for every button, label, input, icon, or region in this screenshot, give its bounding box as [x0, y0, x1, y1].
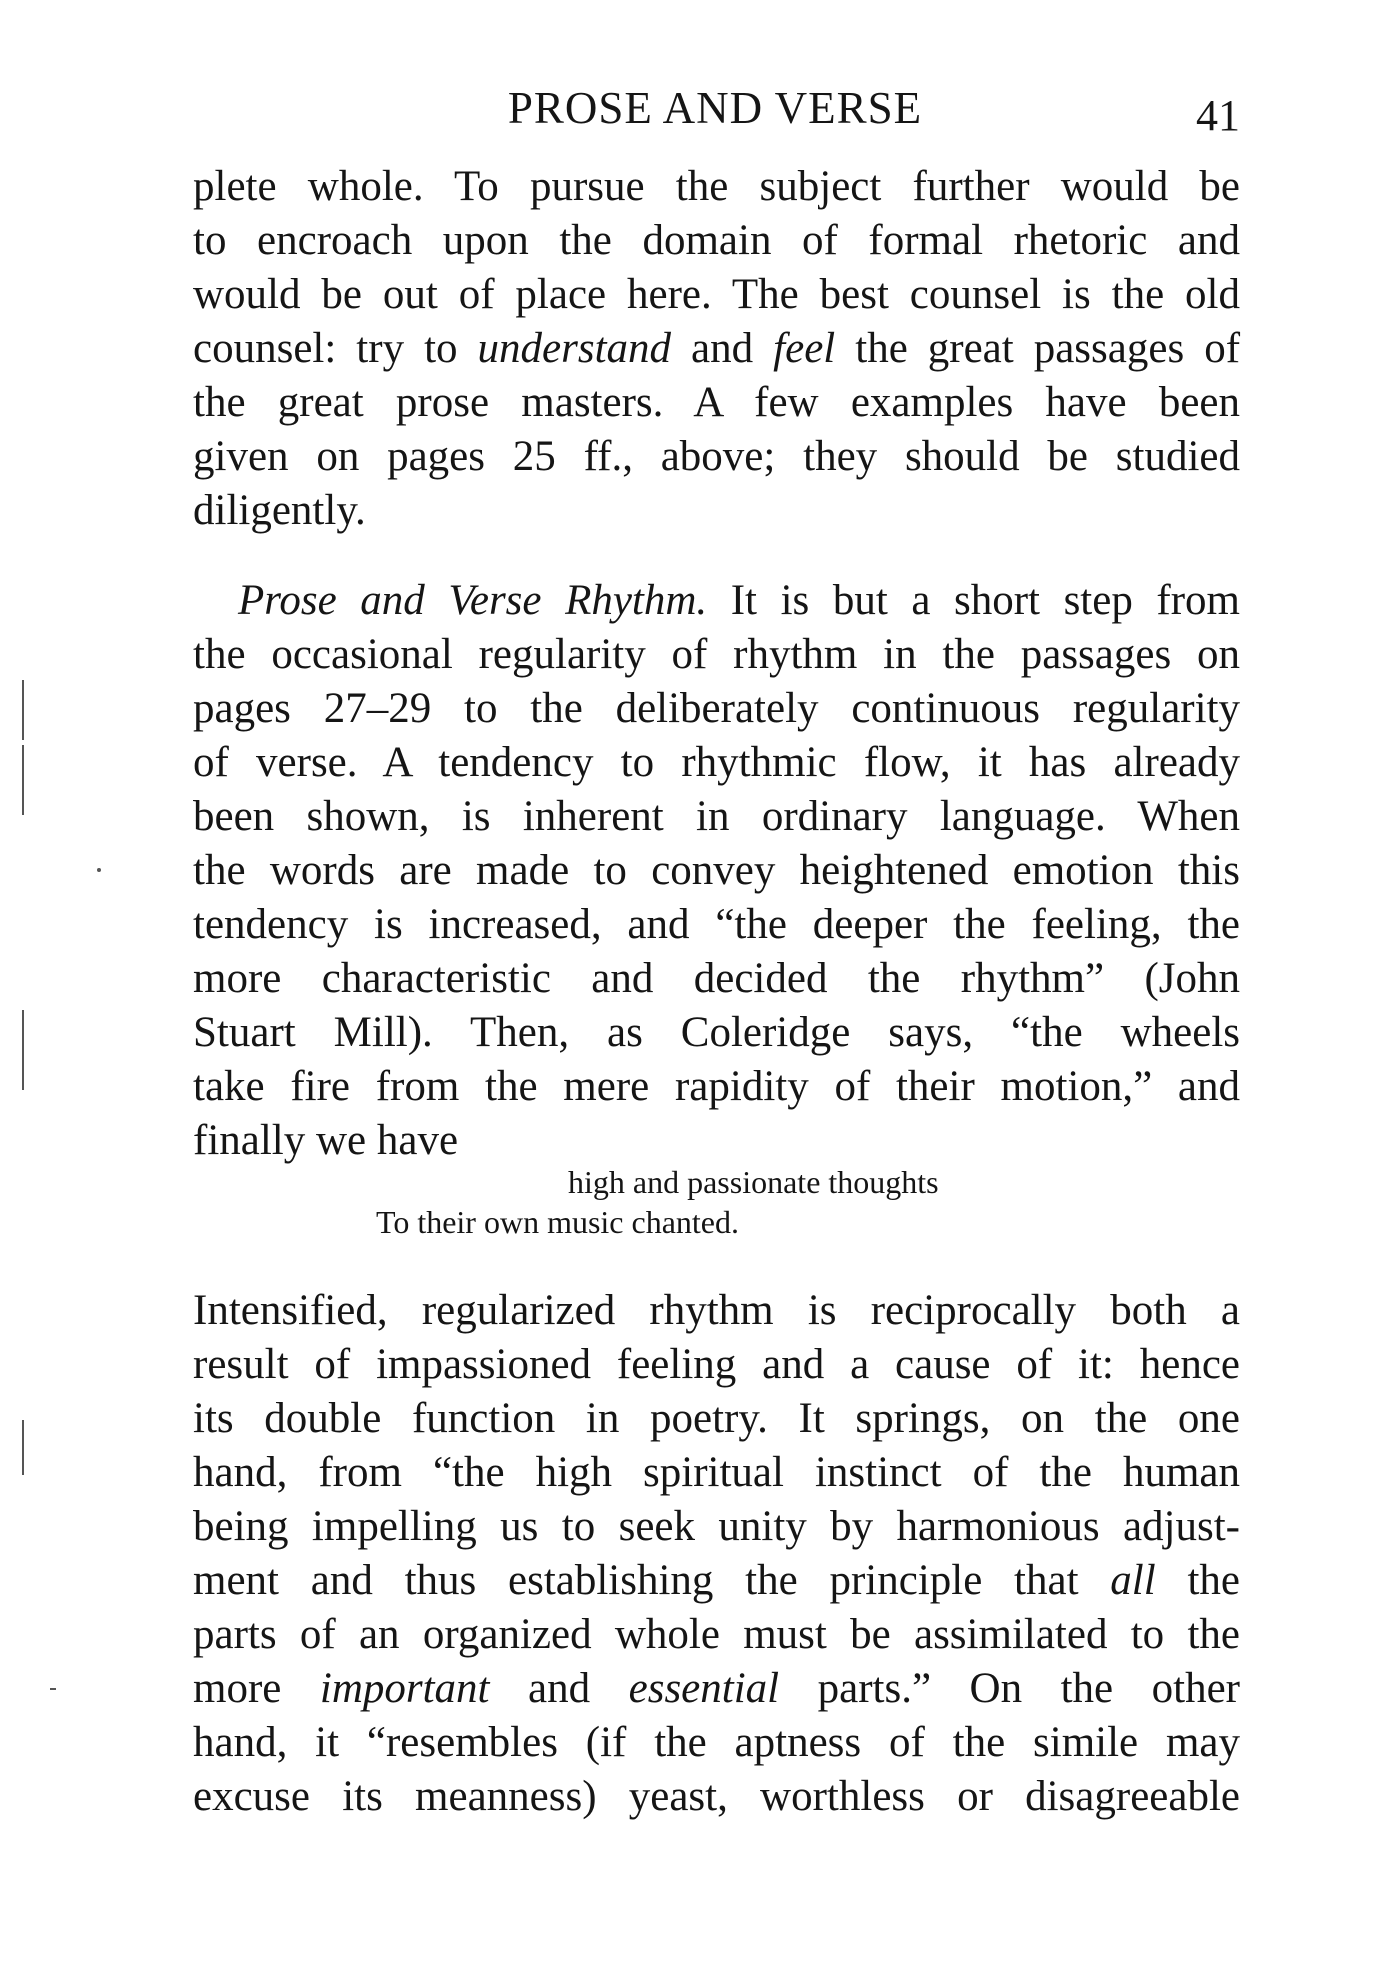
- text-run: and: [671, 325, 774, 372]
- text-line: diligently.: [193, 487, 366, 534]
- text-line: Stuart Mill). Then, as Coleridge says, “the wheels: [193, 1009, 1240, 1056]
- text-line: been shown, is inherent in ordinary language. When: [193, 793, 1240, 840]
- paragraph-1: [193, 160, 1240, 538]
- text-line-mixed: [193, 322, 1240, 376]
- text-run: counsel: try to: [193, 325, 478, 372]
- text-line: hand, from “the high spiritual instinct of the human: [193, 1449, 1240, 1496]
- text-run: more: [193, 1665, 320, 1712]
- scan-mark: [22, 1010, 24, 1090]
- text-line: its double function in poetry. It springs, on the one: [193, 1395, 1240, 1442]
- text-line: the words are made to convey heightened emotion this: [193, 847, 1240, 894]
- text-line: result of impassioned feeling and a cause of it: hence: [193, 1341, 1240, 1388]
- text-line: would be out of place here. The best counsel is the old: [193, 271, 1240, 318]
- italic-word-understand: understand: [477, 325, 672, 372]
- text-line: Intensified, regularized rhythm is reciprocally both a: [193, 1287, 1240, 1334]
- text-run: and: [489, 1665, 629, 1712]
- text-line-heading: [193, 574, 1240, 628]
- text-line-mixed: [193, 1554, 1240, 1608]
- text-line: given on pages 25 ff., above; they should be studied: [193, 433, 1240, 480]
- italic-word-important: important: [319, 1665, 490, 1712]
- section-heading: Prose and Verse Rhythm.: [238, 577, 708, 624]
- text-run: ment and thus establishing the principle that: [193, 1557, 1111, 1604]
- italic-word-essential: essential: [628, 1665, 780, 1712]
- text-line: tendency is increased, and “the deeper the feeling, the: [193, 901, 1240, 948]
- text-line: take fire from the mere rapidity of their motion,” and: [193, 1063, 1240, 1110]
- text-line-mixed: [193, 1662, 1240, 1716]
- text-line: hand, it “resembles (if the aptness of the simile may: [193, 1719, 1240, 1766]
- italic-word-feel: feel: [773, 325, 836, 372]
- text-line: being impelling us to seek unity by harmonious adjust-: [193, 1503, 1240, 1550]
- scan-mark: [22, 680, 24, 740]
- text-line: more characteristic and decided the rhythm” (John: [193, 955, 1240, 1002]
- scan-mark: [97, 868, 101, 872]
- text-run: It is but a short step from: [707, 577, 1240, 624]
- text-line: pages 27–29 to the deliberately continuous regularity: [193, 685, 1240, 732]
- running-head: [190, 78, 1240, 138]
- running-title: PROSE AND VERSE: [507, 83, 923, 133]
- text-line: the great prose masters. A few examples have been: [193, 379, 1240, 426]
- text-line: plete whole. To pursue the subject further would be: [193, 163, 1240, 210]
- scan-mark: [22, 1420, 24, 1475]
- text-line: of verse. A tendency to rhythmic flow, it has already: [193, 739, 1240, 786]
- text-run: parts.” On the other: [779, 1665, 1241, 1712]
- paragraph-3: [193, 1284, 1240, 1824]
- text-line: parts of an organized whole must be assimilated to the: [193, 1611, 1240, 1658]
- text-line: the occasional regularity of rhythm in the passages on: [193, 631, 1240, 678]
- italic-word-all: all: [1110, 1557, 1156, 1604]
- text-line: excuse its meanness) yeast, worthless or disagreeable: [193, 1773, 1240, 1820]
- scan-mark: [22, 745, 24, 815]
- quotation-line-1: high and passionate thoughts: [568, 1164, 939, 1200]
- scan-mark: [50, 1688, 56, 1690]
- text-run: the: [1155, 1557, 1240, 1604]
- paragraph-2: [193, 574, 1240, 1168]
- quotation-line-2: To their own music chanted.: [376, 1204, 739, 1240]
- text-line: finally we have: [193, 1117, 459, 1164]
- text-run: the great passages of: [835, 325, 1241, 372]
- text-line: to encroach upon the domain of formal rhetoric and: [193, 217, 1240, 264]
- page-number: 41: [1196, 91, 1240, 140]
